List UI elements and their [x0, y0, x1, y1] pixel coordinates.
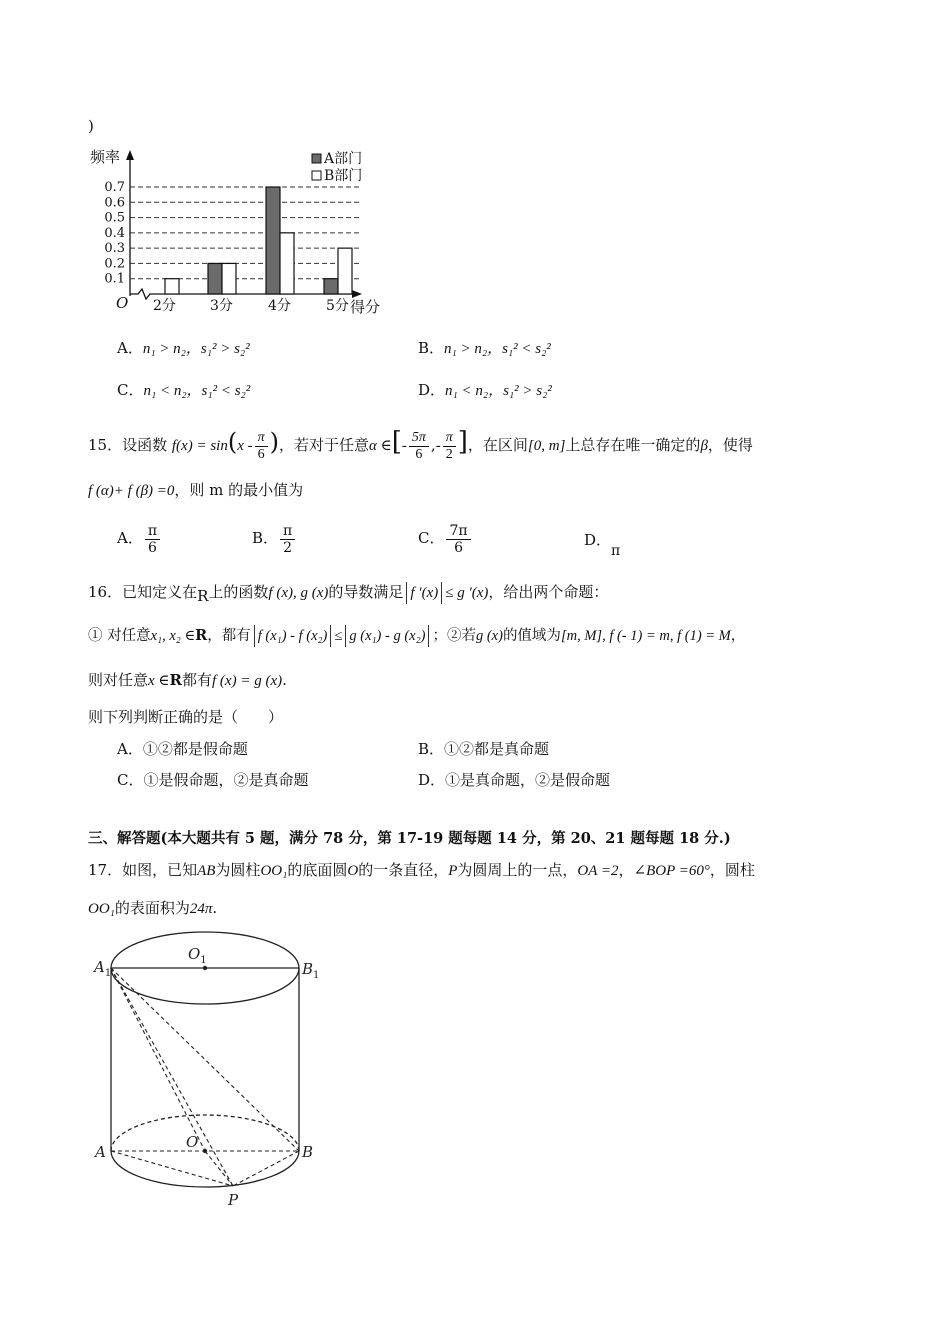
- fraction: $\frac{\pi}{6}$: [145, 523, 160, 556]
- q16-stem-line1: 16．已知定义在R上的函数f (x), g (x)的导数满足 f ′(x) ≤ g ′(x)，给出两个命题：: [88, 583, 609, 605]
- range-bracket: [m, M]: [560, 628, 603, 644]
- fraction-5pi-6: $\frac{5\pi}{6}$: [409, 430, 429, 463]
- q17-stem-line2: OO₁的表面积为24π.: [88, 899, 218, 917]
- frequency-bar-chart: [80, 140, 400, 320]
- bar-a-5分: [324, 279, 338, 294]
- label-a1: $A_1$: [94, 958, 112, 979]
- x-axis-label: 得分: [350, 298, 381, 316]
- y-tick-label: 0.5: [104, 210, 125, 226]
- q15-stem-line1: 15．设函数 f(x) = sin(x - $\frac{\pi}{6}$ )，若对于任意α ∈[- $\frac{5\pi}{6}$ ,- $\frac{\pi}{2}$ ]，在区间[0, m]上总存在唯一确定的β，使得: [88, 427, 753, 462]
- segment-a1b: [111, 968, 299, 1151]
- abs-bar: [406, 582, 407, 604]
- legend-swatch-a: [312, 154, 321, 163]
- fraction-pi-2: $\frac{\pi}{2}$: [443, 430, 456, 463]
- abs-bar: [441, 582, 442, 604]
- fraction: $\frac{7\pi}{6}$: [446, 523, 470, 556]
- bar-a-3分: [208, 263, 222, 294]
- bracket-left: [: [391, 427, 402, 457]
- y-axis-label: 频率: [90, 148, 121, 166]
- abs-bar: [330, 625, 331, 647]
- fraction: $\frac{\pi}{2}$: [280, 523, 295, 556]
- segment-ap: [111, 1151, 233, 1186]
- bottom-ellipse-back: [111, 1115, 299, 1151]
- x-axis-arrow: [352, 290, 362, 298]
- segment-a1p: [111, 968, 233, 1186]
- q14-option-a[interactable]: A．n₁ > n₂，s₁² > s₂²: [117, 339, 250, 357]
- paren-right: ): [269, 428, 279, 456]
- abs-bar: [428, 625, 429, 647]
- q14-option-c[interactable]: C．n₁ < n₂，s₁² < s₂²: [117, 381, 251, 399]
- abs-bar: [254, 625, 255, 647]
- cylinder-figure: [90, 925, 330, 1215]
- section-3-title: 三、解答题(本大题共有 5 题，满分 78 分，第 17-19 题每题 14 分，第 20、21 题每题 18 分.): [88, 830, 731, 847]
- y-tick-label: 0.7: [104, 180, 125, 195]
- label-o: O: [186, 1133, 199, 1151]
- q16-option-a[interactable]: A．①②都是假命题: [117, 740, 248, 758]
- q15-option-d[interactable]: D．π: [584, 531, 621, 559]
- label-b: B: [302, 1143, 314, 1161]
- bottom-ellipse-front: [111, 1151, 299, 1187]
- segment-op: [205, 1151, 233, 1186]
- fraction-pi-6: $\frac{\pi}{6}$: [255, 430, 268, 463]
- q15-option-c[interactable]: C． $\frac{7\pi}{6}$: [418, 516, 473, 560]
- q14-option-b[interactable]: B．n₁ > n₂，s₁² < s₂²: [418, 339, 551, 357]
- bar-b-4分: [280, 233, 294, 294]
- q14-option-d[interactable]: D．n₁ < n₂，s₁² > s₂²: [418, 381, 552, 399]
- bar-b-5分: [338, 248, 352, 294]
- bar-b-2分: [165, 279, 179, 294]
- label-o1: $O_1$: [188, 945, 207, 966]
- label-a: A: [95, 1143, 106, 1161]
- segment-a1o: [111, 968, 205, 1151]
- label-b1: $B_1$: [302, 960, 320, 981]
- abs-bar: [345, 625, 346, 647]
- legend-label-a: A部门: [324, 151, 363, 167]
- q14-tail: ): [88, 117, 94, 135]
- q15-stem-line2: f (α)+ f (β) =0，则 m 的最小值为: [88, 481, 304, 499]
- y-tick-label: 0.3: [104, 241, 125, 257]
- x-tick-label: 4分: [268, 298, 291, 314]
- x-tick-label: 5分: [326, 298, 349, 314]
- q15-option-b[interactable]: B． $\frac{\pi}{2}$: [252, 516, 297, 560]
- interval-bracket: [0, m]: [527, 438, 566, 454]
- q16-stem-line2: ① 对任意x₁, x₂ ∈R，都有 f (x₁) - f (x₂) ≤ g (x₁) - g (x₂) ；②若g (x)的值域为[m, M], f (- 1) = m, f (1) = M，: [88, 624, 745, 648]
- origin-label: O: [116, 294, 129, 312]
- x-tick-label: 3分: [210, 298, 233, 314]
- bar-b-3分: [222, 263, 236, 294]
- y-tick-label: 0.1: [104, 271, 125, 287]
- y-tick-label: 0.2: [104, 256, 125, 272]
- q16-question: 则下列判断正确的是（ ）: [88, 708, 284, 726]
- y-tick-label: 0.6: [104, 195, 125, 211]
- segment-bp: [233, 1151, 299, 1186]
- legend-swatch-b: [312, 171, 321, 180]
- point-o1: [203, 966, 207, 970]
- paren-left: (: [227, 428, 238, 456]
- point-o: [203, 1149, 207, 1153]
- q16-stem-line3: 则对任意x ∈R都有f (x) = g (x).: [88, 671, 287, 689]
- label-p: P: [228, 1191, 239, 1209]
- x-tick-label: 2分: [153, 298, 176, 314]
- bar-a-4分: [266, 187, 280, 294]
- q16-option-d[interactable]: D．①是真命题，②是假命题: [418, 771, 611, 789]
- q15-option-a[interactable]: A． $\frac{\pi}{6}$: [117, 516, 162, 560]
- y-axis-arrow: [126, 150, 134, 160]
- legend-label-b: B部门: [324, 168, 363, 184]
- q16-option-b[interactable]: B．①②都是真命题: [418, 740, 550, 758]
- q17-stem-line1: 17．如图，已知AB为圆柱OO₁的底面圆O的一条直径，P为圆周上的一点，OA =2，∠BOP =60°，圆柱: [88, 861, 755, 879]
- bracket-right: ]: [457, 427, 468, 457]
- q16-option-c[interactable]: C．①是假命题，②是真命题: [117, 771, 309, 789]
- y-tick-label: 0.4: [104, 225, 125, 241]
